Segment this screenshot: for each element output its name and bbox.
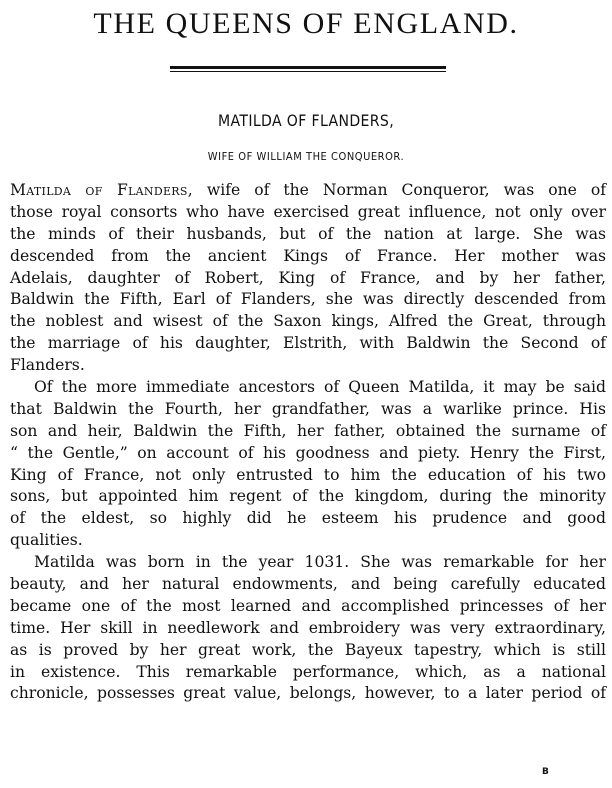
lead-name: Matilda of Flanders, xyxy=(10,181,193,199)
running-title: THE QUEENS OF ENGLAND. xyxy=(93,7,519,40)
text-line: beauty, and her natural endowments, and being carefully educated xyxy=(10,575,606,594)
text-line: Matilda was born in the year 1031. She was remarkable for her xyxy=(34,553,606,572)
text-line: the marriage of his daughter, Elstrith, with Baldwin the Second of xyxy=(10,334,606,353)
text-line: as is proved by her great work, the Bayeux tapestry, which is still xyxy=(10,640,606,659)
text-line xyxy=(10,180,606,202)
text-line: Flanders. xyxy=(10,356,85,375)
text-line: sons, but appointed him regent of the kingdom, during the minority xyxy=(10,487,606,506)
text-line-rest: wife of the Norman Conqueror, was one of xyxy=(192,181,606,199)
text-line: became one of the most learned and accomplished princesses of her xyxy=(10,596,606,615)
text-line: the minds of their husbands, but of the nation at large. She was xyxy=(10,224,606,243)
text-line: that Baldwin the Fourth, her grandfather, was a warlike prince. His xyxy=(10,399,606,418)
text-line: Baldwin the Fifth, Earl of Flanders, she was directly descended from xyxy=(10,290,606,309)
text-line: time. Her skill in needlework and embroidery was very extraordinary, xyxy=(10,618,606,637)
text-line: Adelais, daughter of Robert, King of France, and by her father, xyxy=(10,268,606,287)
chapter-subtitle: WIFE OF WILLIAM THE CONQUEROR. xyxy=(207,150,405,163)
text-line: Of the more immediate ancestors of Queen Matilda, it may be said xyxy=(34,378,606,397)
text-line: son and heir, Baldwin the Fifth, her father, obtained the surname of xyxy=(10,421,606,440)
chapter-title: MATILDA OF FLANDERS, xyxy=(217,111,395,130)
text-line: descended from the ancient Kings of France. Her mother was xyxy=(10,246,606,265)
text-line: the noblest and wisest of the Saxon kings, Alfred the Great, through xyxy=(10,312,606,331)
text-line: King of France, not only entrusted to him the education of his two xyxy=(10,465,606,484)
body-text xyxy=(10,180,606,705)
text-line: “ the Gentle,” on account of his goodness and piety. Henry the First, xyxy=(10,443,606,462)
header-rule-thin xyxy=(170,71,446,72)
text-line: qualities. xyxy=(10,531,83,550)
text-line: of the eldest, so highly did he esteem his prudence and good xyxy=(10,509,606,528)
text-line: in existence. This remarkable performance, which, as a national xyxy=(10,662,606,681)
header-rule-thick xyxy=(170,66,446,69)
text-line: chronicle, possesses great value, belongs, however, to a later period of xyxy=(10,684,606,703)
text-line: those royal consorts who have exercised great influence, not only over xyxy=(10,202,606,221)
signature-mark: B xyxy=(542,767,549,777)
